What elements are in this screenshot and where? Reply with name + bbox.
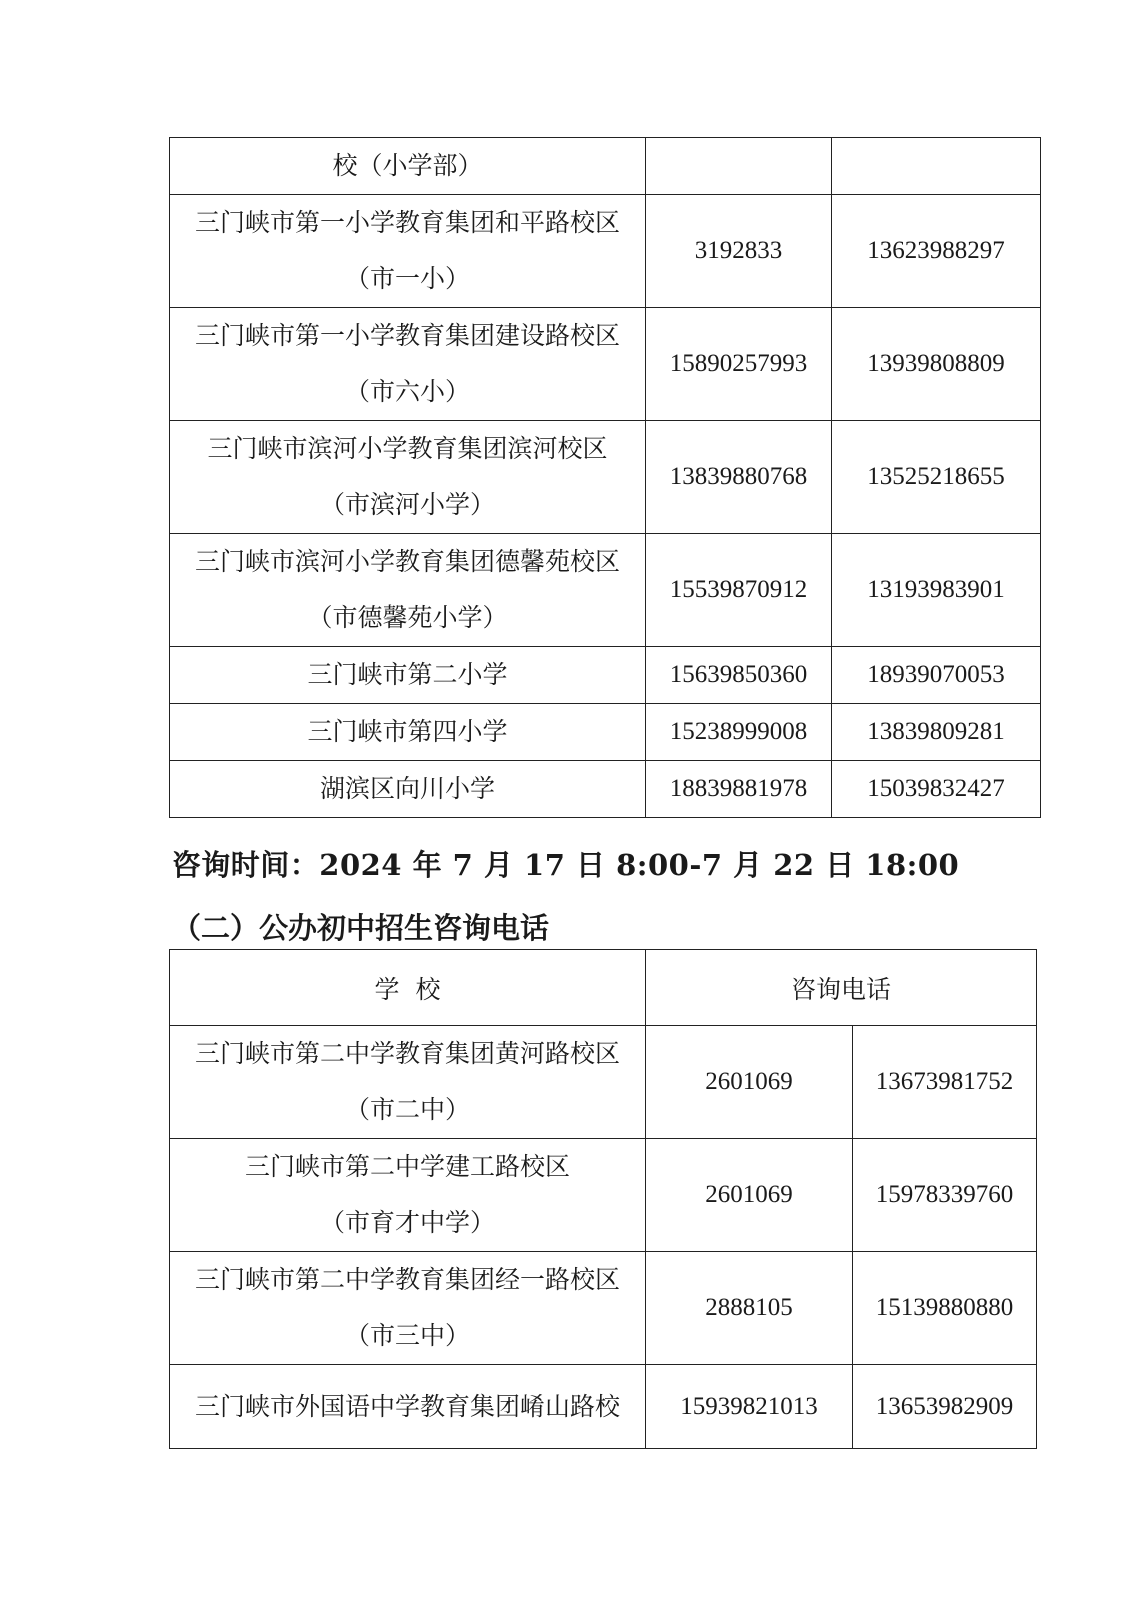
school-name-line: 湖滨区向川小学 xyxy=(319,774,495,803)
table-row xyxy=(170,761,1041,818)
table-row xyxy=(170,421,1041,534)
school-name-cell xyxy=(170,704,646,761)
mobile-phone-cell: 13623988297 xyxy=(832,195,1041,308)
school-name-cell xyxy=(170,1252,646,1365)
mobile-phone-cell: 15039832427 xyxy=(832,761,1041,818)
school-name-cell xyxy=(170,534,646,647)
landline-phone-cell: 15539870912 xyxy=(646,534,832,647)
table-row xyxy=(170,308,1041,421)
mobile-phone-cell: 13939808809 xyxy=(832,308,1041,421)
mobile-phone-cell: 13839809281 xyxy=(832,704,1041,761)
mobile-phone-cell: 13193983901 xyxy=(832,534,1041,647)
landline-phone-cell: 15939821013 xyxy=(646,1365,853,1449)
landline-phone-cell: 18839881978 xyxy=(646,761,832,818)
school-name-cell xyxy=(170,1026,646,1139)
table-row xyxy=(170,534,1041,647)
table-row xyxy=(170,647,1041,704)
mobile-phone-cell: 18939070053 xyxy=(832,647,1041,704)
landline-phone-cell xyxy=(646,138,832,195)
consult-time: 咨询时间：2024 年 7 月 17 日 8:00-7 月 22 日 18:00 xyxy=(171,848,960,882)
table-row xyxy=(170,1365,1037,1449)
landline-phone-cell: 2601069 xyxy=(646,1026,853,1139)
school-name-line: 三门峡市第二中学建工路校区 xyxy=(244,1152,570,1181)
school-name-line: （市育才中学） xyxy=(319,1208,495,1237)
school-name-cell xyxy=(170,647,646,704)
header-phone: 咨询电话 xyxy=(646,950,1037,1026)
school-name-line: 三门峡市第二中学教育集团经一路校区 xyxy=(194,1265,620,1294)
school-name-line: 三门峡市滨河小学教育集团德馨苑校区 xyxy=(194,547,620,576)
table-row xyxy=(170,1026,1037,1139)
table-row xyxy=(170,704,1041,761)
school-name-line: 三门峡市外国语中学教育集团崤山路校 xyxy=(194,1391,620,1421)
table-row xyxy=(170,138,1041,195)
school-name-cell xyxy=(170,761,646,818)
school-name-line: （市德馨苑小学） xyxy=(307,603,508,632)
school-name-cell xyxy=(170,195,646,308)
table-row xyxy=(170,1139,1037,1252)
header-school: 学 校 xyxy=(170,950,646,1026)
school-name-line: （市三中） xyxy=(344,1321,470,1350)
primary-school-phone-table xyxy=(169,137,1041,818)
table-header-row xyxy=(170,950,1037,1026)
mobile-phone-cell: 13653982909 xyxy=(853,1365,1037,1449)
school-name-line: （市一小） xyxy=(344,264,470,293)
landline-phone-cell: 2601069 xyxy=(646,1139,853,1252)
mobile-phone-cell: 13673981752 xyxy=(853,1026,1037,1139)
landline-phone-cell: 2888105 xyxy=(646,1252,853,1365)
school-name-cell xyxy=(170,308,646,421)
table-row xyxy=(170,1252,1037,1365)
school-name-line: 三门峡市滨河小学教育集团滨河校区 xyxy=(207,434,608,463)
landline-phone-cell: 15238999008 xyxy=(646,704,832,761)
school-name-line: （市二中） xyxy=(344,1095,470,1124)
school-name-cell xyxy=(170,1139,646,1252)
school-name-line: （市滨河小学） xyxy=(319,490,495,519)
mobile-phone-cell: 13525218655 xyxy=(832,421,1041,534)
school-name-line: 三门峡市第二中学教育集团黄河路校区 xyxy=(194,1039,620,1068)
mobile-phone-cell xyxy=(832,138,1041,195)
school-name-cell xyxy=(170,1365,646,1449)
school-name-line: 校（小学部） xyxy=(332,151,483,180)
school-name-line: 三门峡市第二小学 xyxy=(307,660,508,689)
mobile-phone-cell: 15139880880 xyxy=(853,1252,1037,1365)
middle-school-phone-table xyxy=(169,949,1037,1449)
school-name-cell xyxy=(170,138,646,195)
school-name-line: 三门峡市第一小学教育集团和平路校区 xyxy=(194,208,620,237)
section-heading: （二）公办初中招生咨询电话 xyxy=(172,911,550,945)
landline-phone-cell: 3192833 xyxy=(646,195,832,308)
school-name-line: 三门峡市第一小学教育集团建设路校区 xyxy=(194,321,620,350)
landline-phone-cell: 15890257993 xyxy=(646,308,832,421)
school-name-line: （市六小） xyxy=(344,377,470,406)
landline-phone-cell: 15639850360 xyxy=(646,647,832,704)
landline-phone-cell: 13839880768 xyxy=(646,421,832,534)
school-name-cell xyxy=(170,421,646,534)
school-name-line: 三门峡市第四小学 xyxy=(307,717,508,746)
mobile-phone-cell: 15978339760 xyxy=(853,1139,1037,1252)
table-row xyxy=(170,195,1041,308)
